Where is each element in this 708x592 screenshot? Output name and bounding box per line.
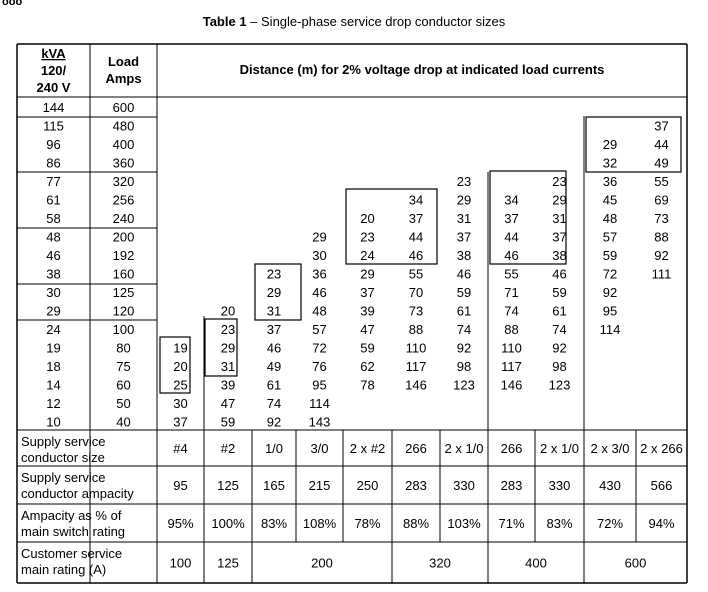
footer-value: 3/0 [310, 441, 329, 456]
distance-value: 29 [552, 192, 567, 208]
distance-value: 47 [360, 322, 375, 337]
distance-value: 44 [504, 229, 519, 245]
distance-value: 37 [552, 229, 567, 245]
footer-value: 83% [546, 516, 573, 531]
distance-value: 59 [456, 285, 472, 300]
footer-value: 2 x #2 [349, 441, 386, 456]
table-caption-text: – Single-phase service drop conductor sizes [246, 14, 506, 29]
footer-value: #4 [173, 441, 188, 456]
main-rating-value: 400 [525, 555, 547, 571]
kva-value: 61 [46, 192, 61, 208]
distance-value: 123 [548, 377, 571, 393]
footer-value: 330 [548, 478, 571, 493]
distance-value: 71 [504, 285, 519, 300]
footer-row-label: main rating (A) [21, 562, 107, 577]
kva-value: 12 [46, 396, 61, 411]
distance-value: 38 [552, 248, 567, 263]
amps-value: 50 [116, 396, 131, 411]
distance-value: 61 [266, 377, 282, 393]
footer-value: 266 [500, 441, 523, 456]
kva-value: 19 [46, 340, 61, 356]
distance-value: 74 [552, 322, 567, 337]
footer-row-label: Supply service [21, 470, 106, 485]
footer-value: 2 x 1/0 [444, 441, 484, 456]
distance-value: 74 [456, 322, 472, 337]
distance-value: 37 [408, 211, 424, 226]
kva-value: 18 [46, 359, 61, 374]
footer-value: 2 x 266 [640, 441, 683, 456]
distance-value: 57 [602, 229, 618, 245]
distance-value: 45 [602, 192, 618, 208]
distance-value: 23 [266, 266, 282, 282]
kva-value: 58 [46, 211, 61, 226]
distance-value: 70 [408, 285, 424, 300]
kva-value: 29 [46, 303, 61, 319]
distance-value: 29 [220, 340, 236, 356]
amps-value: 60 [116, 377, 131, 393]
corner-text-fragment: ooo [2, 0, 23, 8]
distance-value: 146 [500, 377, 523, 393]
distance-value: 46 [456, 266, 472, 282]
footer-value: 95% [167, 516, 194, 531]
distance-value: 34 [504, 192, 519, 208]
distance-value: 25 [173, 377, 188, 393]
distance-value: 114 [309, 396, 330, 411]
distance-value: 23 [456, 174, 472, 189]
amps-value: 120 [112, 303, 135, 319]
distance-value: 59 [602, 248, 618, 263]
footer-value: 125 [217, 478, 239, 493]
footer-value: 78% [354, 516, 381, 531]
distance-value: 31 [220, 359, 236, 374]
distance-value: 114 [599, 322, 621, 337]
distance-value: 98 [552, 359, 567, 374]
distance-value: 20 [360, 211, 375, 226]
footer-value: 83% [260, 516, 288, 531]
distance-value: 37 [266, 322, 282, 337]
amps-value: 80 [116, 340, 131, 356]
distance-value: 49 [266, 359, 282, 374]
header-kva: kVA [41, 46, 66, 61]
distance-value: 92 [552, 340, 567, 356]
footer-row-label: Customer service [21, 546, 123, 561]
footer-value: #2 [220, 441, 236, 456]
distance-value: 23 [220, 322, 236, 337]
distance-value: 76 [312, 359, 327, 374]
distance-value: 39 [360, 303, 375, 319]
distance-value: 73 [408, 303, 424, 319]
distance-value: 95 [312, 377, 327, 393]
table-caption-label: Table 1 [202, 14, 247, 29]
distance-value: 92 [602, 285, 618, 300]
distance-value: 98 [456, 359, 472, 374]
footer-row-label: conductor size [21, 450, 105, 465]
distance-value: 110 [405, 340, 427, 356]
main-rating-value: 100 [169, 555, 192, 571]
distance-value: 72 [312, 340, 327, 356]
main-rating-value: 200 [311, 555, 333, 571]
kva-value: 10 [46, 414, 61, 430]
footer-value: 108% [302, 516, 337, 531]
main-rating-value: 600 [624, 555, 647, 571]
distance-value: 143 [308, 414, 331, 430]
distance-value: 117 [501, 359, 522, 374]
distance-value: 55 [504, 266, 519, 282]
distance-value: 95 [602, 303, 618, 319]
distance-value: 47 [220, 396, 236, 411]
distance-value: 36 [312, 266, 327, 282]
distance-value: 57 [312, 322, 327, 337]
distance-value: 29 [360, 266, 375, 282]
distance-value: 111 [651, 266, 672, 282]
header-kva: 240 V [36, 80, 71, 95]
amps-value: 240 [112, 211, 135, 226]
distance-value: 48 [602, 211, 618, 226]
distance-value: 19 [173, 340, 188, 356]
footer-value: 165 [263, 478, 285, 493]
distance-value: 110 [501, 340, 522, 356]
distance-value: 88 [504, 322, 519, 337]
distance-value: 55 [408, 266, 424, 282]
distance-value: 92 [266, 414, 282, 430]
kva-value: 48 [46, 229, 61, 245]
kva-value: 86 [46, 155, 61, 171]
amps-value: 75 [116, 359, 131, 374]
amps-value: 192 [112, 248, 135, 263]
distance-value: 92 [456, 340, 472, 356]
distance-value: 46 [266, 340, 282, 356]
distance-value: 46 [552, 266, 567, 282]
distance-value: 46 [408, 248, 424, 263]
footer-value: 103% [447, 516, 481, 531]
amps-value: 160 [112, 266, 135, 282]
amps-value: 600 [112, 100, 135, 115]
amps-value: 320 [112, 174, 135, 189]
distance-value: 37 [456, 229, 472, 245]
main-rating-value: 125 [217, 555, 239, 571]
distance-value: 146 [405, 377, 427, 393]
distance-value: 88 [654, 229, 669, 245]
footer-value: 100% [211, 516, 245, 531]
amps-value: 400 [112, 137, 135, 152]
footer-row-label: Supply service [21, 434, 106, 449]
distance-value: 48 [312, 303, 327, 319]
distance-value: 29 [602, 137, 618, 152]
distance-value: 31 [456, 211, 472, 226]
distance-value: 29 [312, 229, 327, 245]
distance-value: 24 [360, 248, 375, 263]
footer-value: 283 [405, 478, 427, 493]
amps-value: 480 [112, 118, 135, 134]
footer-value: 430 [599, 478, 621, 493]
footer-row-label: Ampacity as % of [21, 508, 122, 523]
footer-value: 72% [596, 516, 624, 531]
header-load-amps: Load [107, 54, 140, 69]
distance-value: 74 [266, 396, 282, 411]
footer-value: 215 [308, 478, 331, 493]
distance-value: 37 [360, 285, 375, 300]
distance-value: 59 [220, 414, 236, 430]
kva-value: 14 [46, 377, 61, 393]
kva-value: 38 [46, 266, 61, 282]
footer-row-label: main switch rating [21, 524, 126, 539]
distance-value: 37 [504, 211, 519, 226]
footer-value: 1/0 [264, 441, 284, 456]
distance-value: 23 [552, 174, 567, 189]
distance-value: 44 [654, 137, 669, 152]
distance-value: 61 [456, 303, 472, 319]
distance-value: 59 [552, 285, 567, 300]
distance-value: 34 [408, 192, 424, 208]
distance-value: 20 [220, 303, 236, 319]
distance-value: 29 [456, 192, 472, 208]
distance-value: 46 [504, 248, 519, 263]
distance-value: 74 [504, 303, 519, 319]
amps-value: 40 [116, 414, 131, 430]
kva-value: 144 [42, 100, 65, 115]
footer-value: 94% [648, 516, 675, 531]
distance-value: 32 [602, 155, 618, 171]
footer-value: 71% [498, 516, 525, 531]
distance-value: 69 [654, 192, 669, 208]
distance-value: 36 [602, 174, 618, 189]
footer-value: 2 x 3/0 [590, 441, 630, 456]
header-kva: 120/ [40, 63, 67, 78]
distance-value: 123 [453, 377, 475, 393]
footer-value: 566 [650, 478, 673, 493]
distance-value: 44 [408, 229, 424, 245]
footer-value: 330 [453, 478, 475, 493]
distance-value: 37 [654, 118, 669, 134]
distance-value: 88 [408, 322, 424, 337]
distance-value: 20 [173, 359, 188, 374]
amps-value: 360 [112, 155, 135, 171]
distance-value: 30 [173, 396, 188, 411]
distance-value: 72 [602, 266, 618, 282]
distance-value: 49 [654, 155, 669, 171]
footer-value: 283 [500, 478, 523, 493]
distance-value: 38 [456, 248, 472, 263]
distance-value: 117 [405, 359, 427, 374]
footer-value: 266 [405, 441, 427, 456]
distance-value: 78 [360, 377, 375, 393]
kva-value: 77 [46, 174, 61, 189]
kva-value: 96 [46, 137, 61, 152]
distance-value: 39 [220, 377, 236, 393]
header-load-amps: Amps [105, 71, 142, 86]
distance-value: 31 [266, 303, 282, 319]
footer-row-label: conductor ampacity [21, 486, 134, 501]
main-rating-value: 320 [429, 555, 451, 571]
amps-value: 125 [112, 285, 135, 300]
distance-value: 37 [173, 414, 188, 430]
kva-value: 46 [46, 248, 61, 263]
distance-value: 46 [312, 285, 327, 300]
footer-value: 88% [402, 516, 430, 531]
footer-value: 2 x 1/0 [539, 441, 580, 456]
distance-value: 59 [360, 340, 375, 356]
amps-value: 200 [112, 229, 135, 245]
kva-value: 30 [46, 285, 61, 300]
distance-value: 55 [654, 174, 669, 189]
distance-value: 31 [552, 211, 567, 226]
footer-value: 250 [356, 478, 379, 493]
kva-value: 115 [43, 118, 64, 134]
distance-value: 73 [654, 211, 669, 226]
distance-value: 23 [360, 229, 375, 245]
distance-value: 61 [552, 303, 567, 319]
header-distance: Distance (m) for 2% voltage drop at indicated load currents [239, 62, 605, 77]
kva-value: 24 [46, 322, 61, 337]
distance-value: 30 [312, 248, 327, 263]
distance-value: 62 [360, 359, 375, 374]
distance-value: 92 [654, 248, 669, 263]
amps-value: 256 [112, 192, 135, 208]
amps-value: 100 [112, 322, 135, 337]
footer-value: 95 [173, 478, 188, 493]
distance-value: 29 [266, 285, 282, 300]
